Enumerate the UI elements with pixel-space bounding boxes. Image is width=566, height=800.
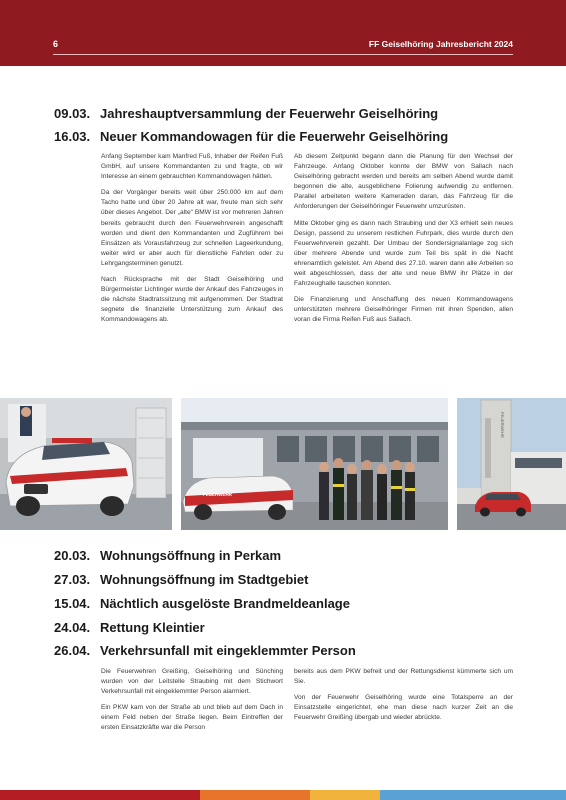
footer-color-bar bbox=[0, 790, 566, 800]
photo-handover-group bbox=[181, 398, 448, 530]
entry-title: Rettung Kleintier bbox=[100, 620, 205, 635]
entry-title: Wohnungsöffnung im Stadtgebiet bbox=[100, 572, 309, 587]
paragraph: Ein PKW kam von der Straße ab und blieb auf dem Dach in einem Feld neben der Straße liegen. Beim Eintreffen der ersten Einsatzkräfte war die Person bbox=[101, 704, 283, 732]
entry-heading bbox=[54, 620, 205, 635]
paragraph: Ab diesem Zeitpunkt begann dann die Planung für den Wechsel der Fahrzeuge. Anfang Oktober konnte der BMW von Sallach nach Geiselhöring gebracht werden und bereits am selben Abend wurde damit begonnen die alte, ausgeblichene Folierung aufwendig zu entfernen. Parallel arbeiteten weitere Kameraden daran, das Fahrzeug für die Anforderungen der Geiselhöringer Feuerwehr umzurüsten. bbox=[294, 153, 513, 211]
paragraph: Nach Rücksprache mit der Stadt Geiselhöring und Bürgermeister Lichtinger wurde der Ankauf des Fahrzeuges in die nächste Stadtratssitzung mit aufgenommen. Der Stadtrat segnete die finanzielle Unterstützung zum Ankauf des Kommandowagens ab. bbox=[101, 276, 283, 324]
entry-date: 26.04. bbox=[54, 643, 91, 658]
entry-heading bbox=[54, 129, 448, 144]
entry-title: Verkehrsunfall mit eingeklemmter Person bbox=[100, 643, 356, 658]
photo-car-in-workshop bbox=[0, 398, 172, 530]
entry-date: 20.03. bbox=[54, 548, 91, 563]
entry-date: 16.03. bbox=[54, 129, 91, 144]
footer-stripe bbox=[380, 790, 566, 800]
building-lettering: FEUERWEHR bbox=[500, 412, 505, 438]
footer-stripe bbox=[200, 790, 310, 800]
paragraph: Die Feuerwehren Greißing, Geiselhöring und Sünching wurden von der Leitstelle Straubing mit dem Stichwort Verkehrsunfall mit eingeklemmter Person alarmiert. bbox=[101, 668, 283, 696]
article-column-left bbox=[101, 152, 283, 332]
paragraph: Von der Feuerwehr Geiselhöring wurde eine Totalsperre an der Einsatzstelle eingerichtet, ehe man diese nach kurzer Zeit an die Feuerwehr Greißing übergab und wieder abrückte. bbox=[294, 694, 513, 722]
header-divider bbox=[53, 54, 513, 55]
entry-date: 09.03. bbox=[54, 106, 91, 121]
header-bar bbox=[0, 0, 566, 66]
photo-fire-station-tower bbox=[457, 398, 566, 530]
entry-heading bbox=[54, 596, 350, 611]
paragraph: Da der Vorgänger bereits weit über 250.000 km auf dem Tacho hatte und über 20 Jahre alt war, freute man sich sehr über dieses Angebot. Der „alte“ BMW ist vor mehreren Jahren bereits gebraucht durch den Feuerwehrverein angeschafft worden und dient den Kommandanten und Zugführern bei Einsätzen als Vorausfahrzeug zur schnellen Lageerkundung, weiter wird er aber auch für dienstliche Fahrten oder zu Lehrgangsterminen genutzt. bbox=[101, 189, 283, 267]
entry-title: Wohnungsöffnung in Perkam bbox=[100, 548, 282, 563]
paragraph: Die Finanzierung und Anschaffung des neuen Kommandowagens unterstützten mehrere Geiselhöringer Firmen mit ihren Spenden, allen voran die Firma Reifen Fuß aus Sallach. bbox=[294, 296, 513, 324]
report-title: FF Geiselhöring Jahresbericht 2024 bbox=[368, 39, 513, 49]
article-column-right bbox=[294, 667, 513, 729]
entry-title: Jahreshauptversammlung der Feuerwehr Geiselhöring bbox=[100, 106, 439, 121]
page-number: 6 bbox=[53, 39, 59, 49]
entry-heading bbox=[54, 643, 356, 658]
footer-stripe bbox=[0, 790, 200, 800]
paragraph: Anfang September kam Manfred Fuß, Inhaber der Reifen Fuß GmbH, auf unsere Kommandanten zu und fragte, ob wir Interesse an einem gebrauchten Kommandowagen hätten. bbox=[101, 153, 283, 181]
entry-heading bbox=[54, 106, 438, 121]
entry-heading bbox=[54, 572, 308, 587]
paragraph: Mitte Oktober ging es dann nach Straubing und der X3 erhielt sein neues Design, passend zu unserem restlichen Fuhrpark, dies wurde durch den Feuerwehrverein gezahlt. Der Umbau der Sondersignalanlage zog sich über mehrere Abende und wurde zum Teil bis spät in die Nacht ehrenamtlich geleistet. Am Abend des 27.10. waren dann alle Arbeiten so weit abgeschlossen, dass der alte und neue BMW ihr Plätze in der Fahrzeughalle tauschen konnten. bbox=[294, 219, 513, 288]
entry-heading bbox=[54, 548, 281, 563]
car-lettering: FEUERWEHR bbox=[203, 492, 232, 497]
entry-title: Neuer Kommandowagen für die Feuerwehr Geiselhöring bbox=[100, 129, 449, 144]
footer-stripe bbox=[310, 790, 380, 800]
entry-date: 24.04. bbox=[54, 620, 91, 635]
article-column-right bbox=[294, 152, 513, 332]
entry-date: 27.03. bbox=[54, 572, 91, 587]
paragraph: bereits aus dem PKW befreit und der Rettungsdienst kümmerte sich um Sie. bbox=[294, 668, 513, 686]
entry-title: Nächtlich ausgelöste Brandmeldeanlage bbox=[100, 596, 350, 611]
article-column-left bbox=[101, 667, 283, 740]
entry-date: 15.04. bbox=[54, 596, 91, 611]
